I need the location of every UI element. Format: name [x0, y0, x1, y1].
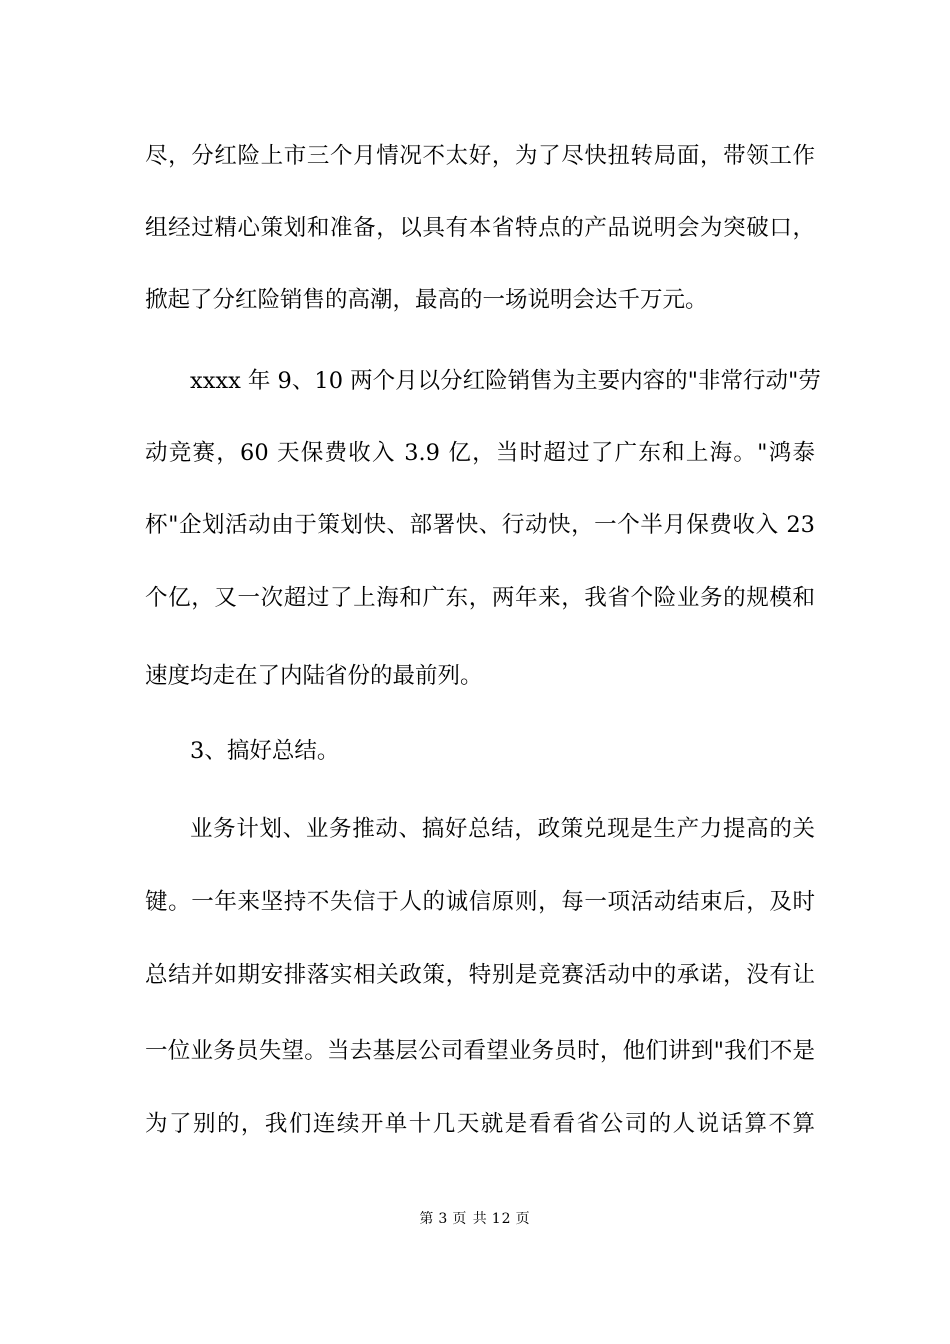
footer-prefix: 第 — [419, 1211, 435, 1227]
body-text-line: 个亿，又一次超过了上海和广东，两年来，我省个险业务的规模和 — [145, 585, 815, 611]
footer-suffix: 页 — [515, 1211, 531, 1227]
body-text-line: 为了别的，我们连续开单十几天就是看看省公司的人说话算不算 — [145, 1111, 815, 1137]
body-text-line: 尽，分红险上市三个月情况不太好，为了尽快扭转局面，带领工作 — [145, 143, 815, 169]
body-text-line: 键。一年来坚持不失信于人的诚信原则，每一项活动结束后，及时 — [145, 889, 815, 915]
page-footer — [0, 1210, 950, 1228]
body-text-line: 杯"企划活动由于策划快、部署快、行动快，一个半月保费收入 23 — [145, 512, 815, 538]
paragraph-start-line: 业务计划、业务推动、搞好总结，政策兑现是生产力提高的关 — [190, 816, 815, 842]
footer-total-pages: 12 — [491, 1211, 512, 1227]
section-heading: 3、搞好总结。 — [190, 738, 340, 764]
body-text-line: 速度均走在了内陆省份的最前列。 — [145, 663, 483, 689]
body-text-line: 掀起了分红险销售的高潮，最高的一场说明会达千万元。 — [145, 287, 708, 313]
body-text-line: 组经过精心策划和准备，以具有本省特点的产品说明会为突破口， — [145, 215, 815, 241]
footer-current-page: 3 — [438, 1211, 449, 1227]
paragraph-start-line: xxxx 年 9、10 两个月以分红险销售为主要内容的"非常行动"劳 — [190, 368, 821, 394]
body-text-line: 动竞赛，60 天保费收入 3.9 亿，当时超过了广东和上海。"鸿泰 — [145, 440, 815, 466]
body-text-line: 总结并如期安排落实相关政策，特别是竞赛活动中的承诺，没有让 — [145, 962, 815, 988]
footer-middle: 页 共 — [452, 1211, 488, 1227]
body-text-line: 一位业务员失望。当去基层公司看望业务员时，他们讲到"我们不是 — [145, 1038, 815, 1064]
